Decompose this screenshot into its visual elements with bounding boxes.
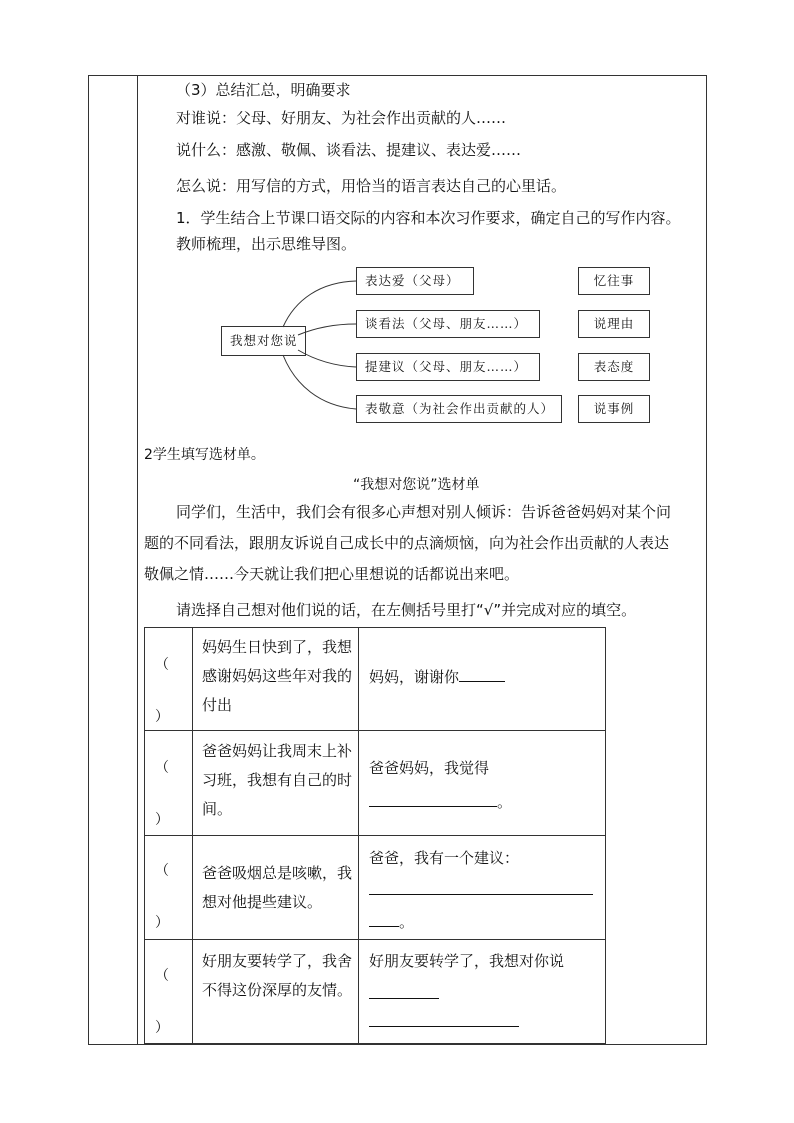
mind-map-method-reason: 说理由 <box>578 310 650 338</box>
table-line <box>144 730 606 731</box>
fill-blank[interactable] <box>369 1012 519 1027</box>
table-line <box>144 939 606 940</box>
prompt-line <box>369 788 512 817</box>
step2-label: 2学生填写选材单。 <box>144 447 265 463</box>
fill-blank[interactable] <box>369 912 399 927</box>
mind-map-branch-love: 表达爱（父母） <box>356 267 474 295</box>
table-line <box>144 627 606 628</box>
prompt-line <box>369 980 439 1009</box>
summary-who: 对谁说：父母、好朋友、为社会作出贡献的人…… <box>176 109 507 127</box>
mind-map-branch-respect: 表敬意（为社会作出贡献的人） <box>356 395 562 423</box>
fill-blank[interactable] <box>369 792 497 807</box>
prompt-text: 妈妈，谢谢你 <box>369 668 460 686</box>
mind-map-center: 我想对您说 <box>221 326 306 356</box>
prompt-line <box>369 1008 519 1037</box>
prompt-tail: 。 <box>399 913 415 931</box>
situation-text: 妈妈生日快到了，我想感谢妈妈这些年对我的付出 <box>202 638 353 714</box>
checkbox-paren[interactable]: （ ） <box>155 657 169 725</box>
step1-line-a: 1．学生结合上节课口语交际的内容和本次习作要求，确定自己的写作内容。 <box>176 209 681 227</box>
table-line <box>605 627 606 1044</box>
prompt-line <box>369 876 593 905</box>
prompt-tail: 。 <box>497 793 513 811</box>
sheet-title: “我想对您说”选材单 <box>353 477 480 493</box>
fill-blank[interactable] <box>369 880 593 895</box>
fill-blank[interactable] <box>369 984 439 999</box>
checkbox-paren[interactable]: （ ） <box>155 968 169 1036</box>
checkbox-paren[interactable]: （ ） <box>155 760 169 828</box>
table-line <box>144 627 145 1044</box>
mind-map-method-attitude: 表态度 <box>578 353 650 381</box>
summary-what: 说什么：感激、敬佩、谈看法、提建议、表达爱…… <box>176 141 522 159</box>
table-line <box>144 835 606 836</box>
prompt-line <box>369 663 601 692</box>
mind-map-method-recall: 忆往事 <box>578 267 650 295</box>
table-line <box>192 627 193 1044</box>
sheet-intro-3: 敬佩之情……今天就让我们把心里想说的话都说出来吧。 <box>144 565 520 583</box>
mind-map-branch-opinion: 谈看法（父母、朋友……） <box>356 310 540 338</box>
sheet-intro-2: 题的不同看法，跟朋友诉说自己成长中的点滴烦恼，向为社会作出贡献的人表达 <box>144 534 670 552</box>
mind-map-method-example: 说事例 <box>578 395 650 423</box>
step1-line-b: 教师梳理，出示思维导图。 <box>176 235 357 253</box>
situation-text: 爸爸吸烟总是咳嗽，我想对他提些建议。 <box>202 864 353 911</box>
prompt-line <box>369 908 414 937</box>
situation-text: 爸爸妈妈让我周末上补习班，我想有自己的时间。 <box>202 742 353 818</box>
table-line <box>144 1043 606 1044</box>
prompt-line: 爸爸，我有一个建议： <box>369 849 520 867</box>
situation-text: 好朋友要转学了，我舍不得这份深厚的友情。 <box>202 952 353 999</box>
mind-map-connectors <box>0 0 794 460</box>
sheet-intro-1: 同学们，生活中，我们会有很多心声想对别人倾诉：告诉爸爸妈妈对某个问 <box>176 503 672 521</box>
summary-heading: （3）总结汇总，明确要求 <box>176 81 351 99</box>
prompt-line: 爸爸妈妈，我觉得 <box>369 759 490 777</box>
sheet-instruction: 请选择自己想对他们说的话，在左侧括号里打“√”并完成对应的填空。 <box>176 601 637 619</box>
frame-bottom <box>88 1044 707 1045</box>
mind-map-branch-suggestion: 提建议（父母、朋友……） <box>356 353 540 381</box>
checkbox-paren[interactable]: （ ） <box>155 863 169 931</box>
table-line <box>358 627 359 1044</box>
fill-blank[interactable] <box>459 667 505 682</box>
prompt-line: 好朋友要转学了，我想对你说 <box>369 952 565 970</box>
summary-how: 怎么说：用写信的方式，用恰当的语言表达自己的心里话。 <box>176 177 567 195</box>
